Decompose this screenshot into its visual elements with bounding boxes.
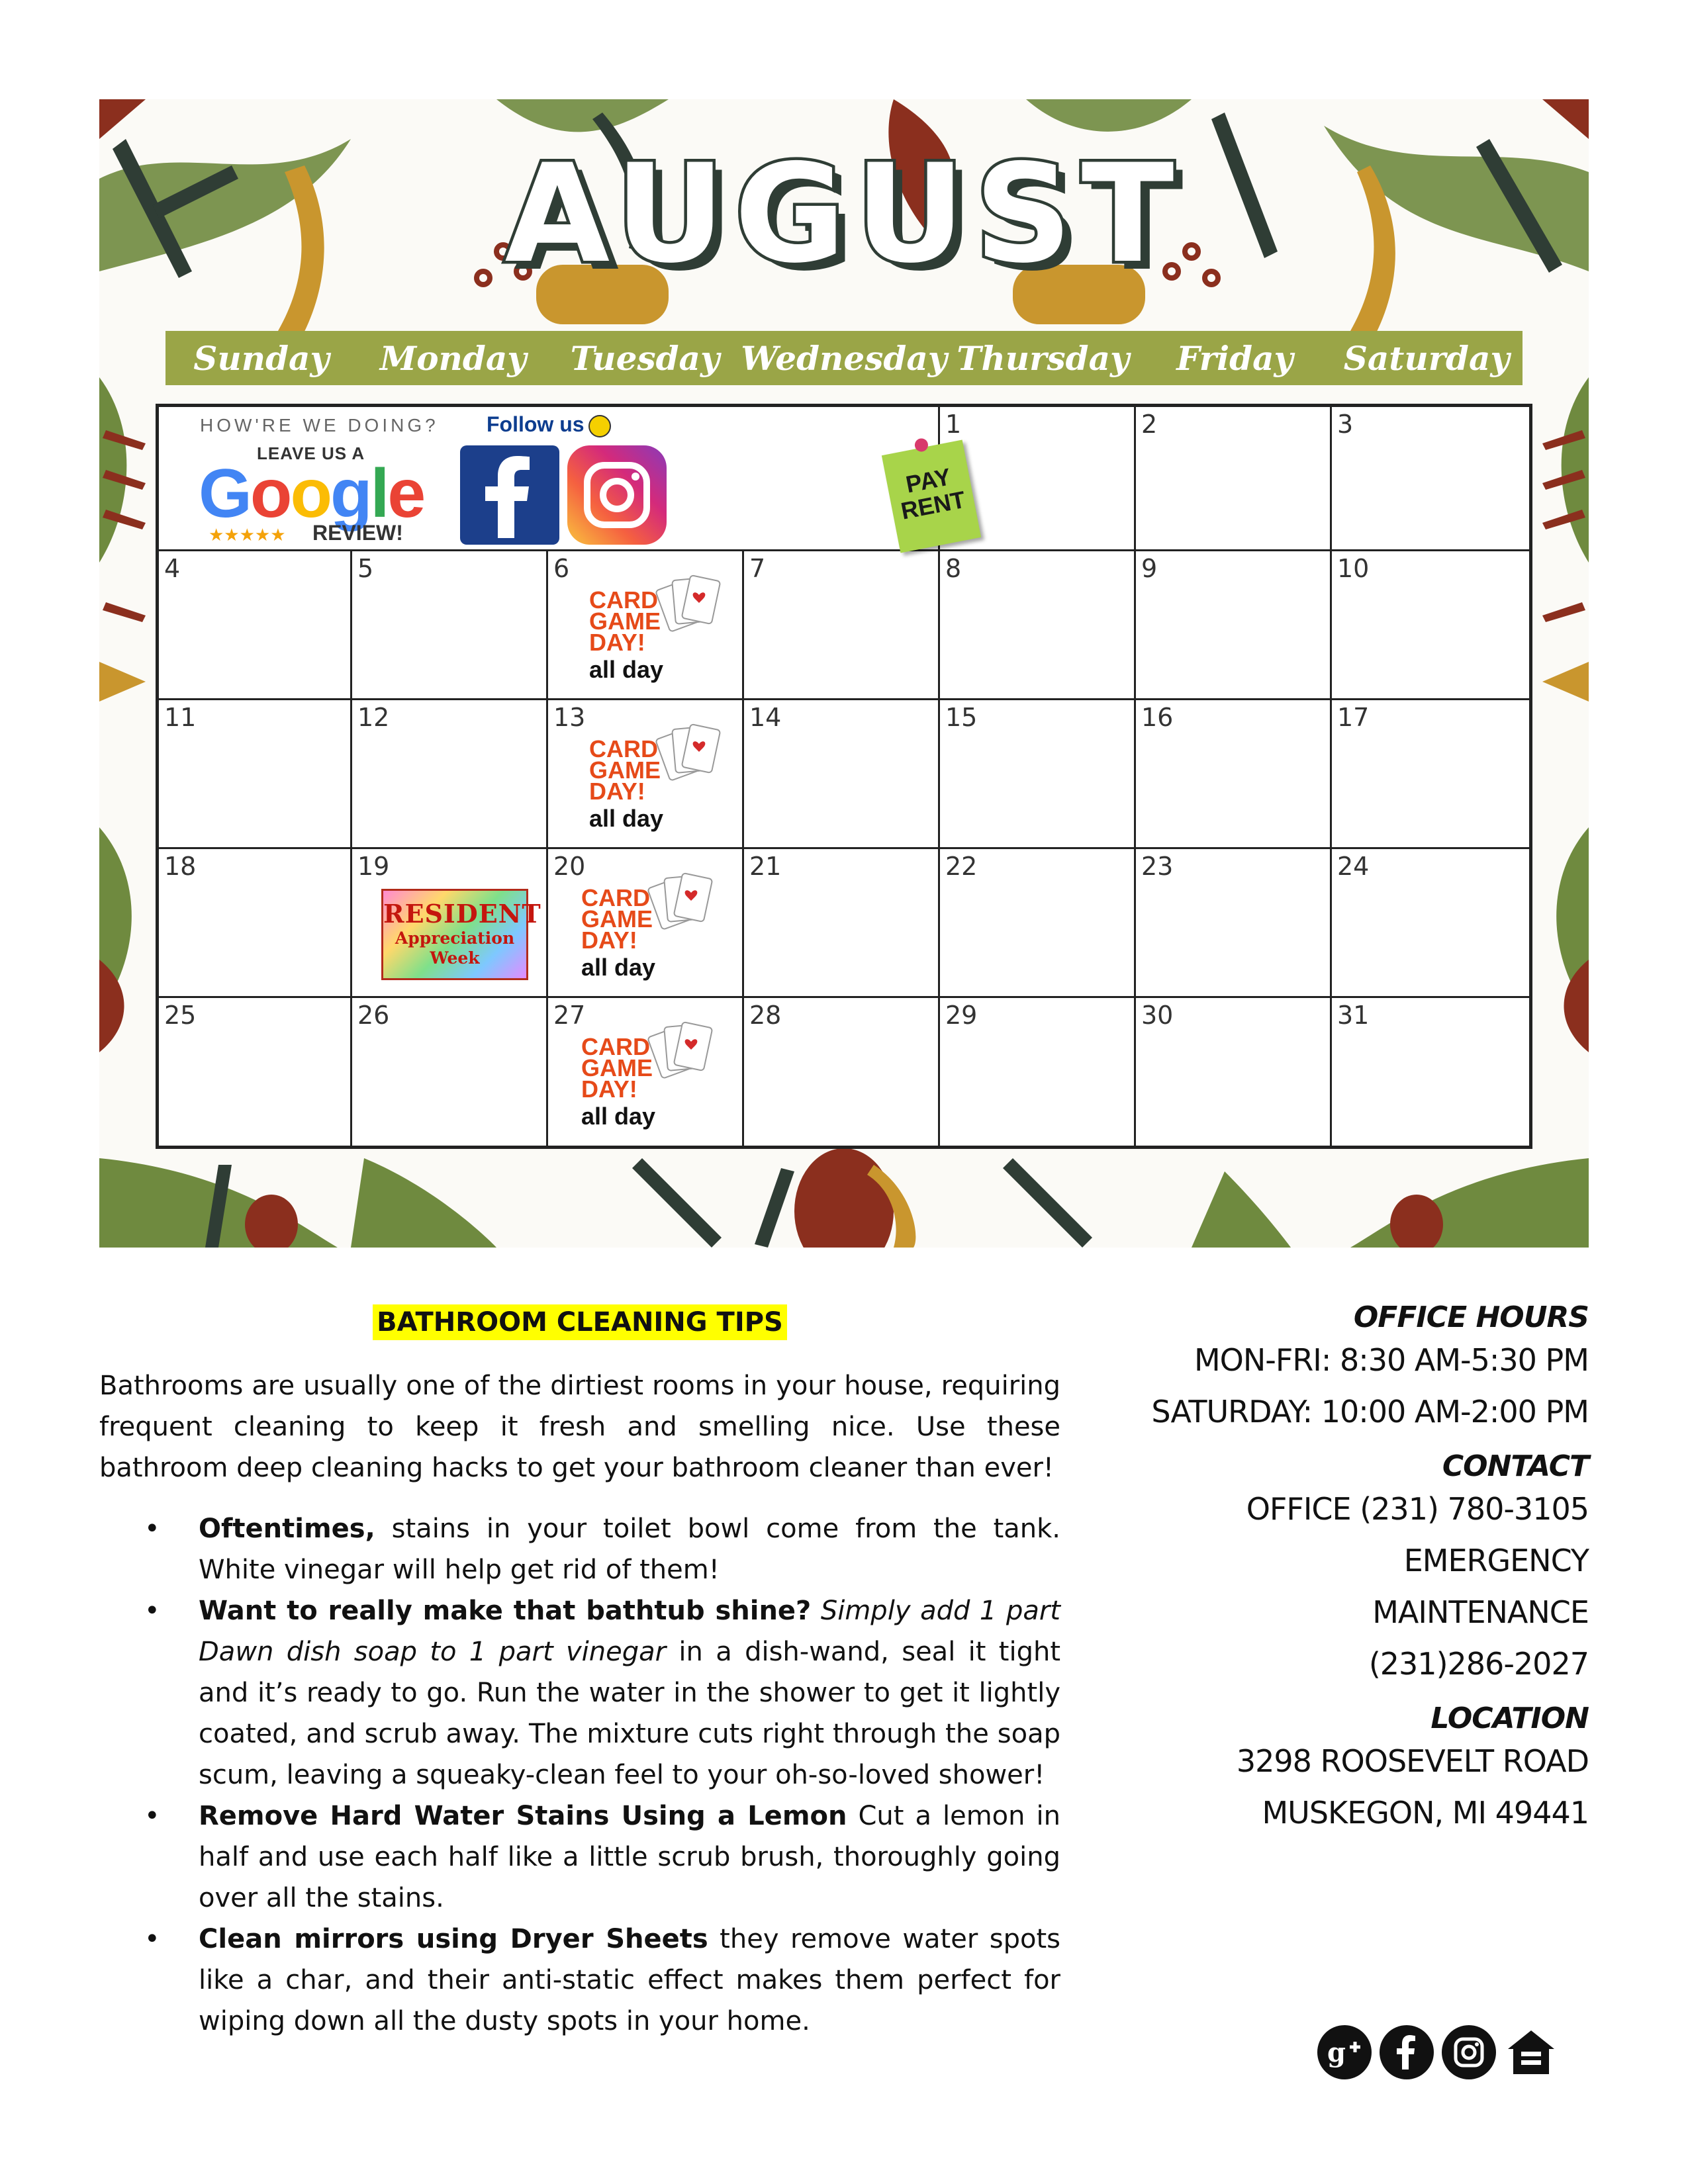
resident-appreciation-banner [381,889,541,980]
google-plus-icon[interactable] [1317,2025,1372,2079]
day-number: 22 [945,852,978,881]
card-game-line-3: DAY! [581,927,637,954]
day-number: 6 [553,554,570,583]
emergency-label-2: MAINTENANCE [1372,1594,1589,1630]
facebook-icon[interactable] [460,445,559,545]
contact-title: CONTACT [1442,1449,1589,1483]
day-number: 4 [164,554,181,583]
tips-title-text: BATHROOM CLEANING TIPS [373,1304,787,1340]
playing-cards-icon [647,869,720,935]
card-game-line-1: CARD [581,1033,650,1060]
weekday-sunday: Sunday [193,338,330,378]
calendar-day-cell [352,700,548,849]
card-game-time: all day [589,656,664,683]
tip-item [99,1590,1060,1796]
office-hours-weekday: MON-FRI: 8:30 AM-5:30 PM [1194,1342,1589,1378]
bullet-icon: • [144,1801,160,1831]
bullet-icon: • [144,1596,160,1626]
card-game-time: all day [581,1103,656,1130]
calendar-day-cell [352,849,548,998]
card-game-line-1: CARD [581,884,650,911]
tip-item [99,1796,1060,1919]
social-promo [159,407,948,553]
calendar-day-cell [548,849,744,998]
day-number: 13 [553,703,586,732]
day-number: 16 [1141,703,1174,732]
calendar-day-cell [352,998,548,1146]
tip-italic: Simply add 1 part Dawn dish soap to 1 part vinegar [199,1596,1060,1667]
calendar-grid [156,404,1532,1149]
tip-item [99,1919,1060,2042]
calendar-day-cell [159,551,352,700]
calendar-day-cell [1332,407,1529,551]
resident-line-3: Week [430,948,480,968]
day-number: 23 [1141,852,1174,881]
calendar-day-cell [940,849,1136,998]
tip-bold: Oftentimes, [199,1514,375,1544]
day-number: 19 [357,852,390,881]
star-rating-icon: ★★★★★ [209,525,286,545]
google-review-label: REVIEW! [312,521,403,545]
follow-us-text: Follow us [487,412,585,436]
office-info [1059,1300,1589,1839]
weekday-tuesday: Tuesday [570,338,720,378]
calendar-day-cell [1332,700,1529,849]
card-game-title [581,884,653,954]
calendar-day-cell [159,849,352,998]
calendar-day-cell [1136,700,1332,849]
social-icons [1317,2025,1575,2085]
equal-housing-icon [1504,2025,1558,2079]
card-game-line-3: DAY! [589,629,645,656]
tip-bold: Want to really make that bathtub shine? [199,1596,812,1626]
calendar-day-cell [744,551,940,700]
calendar-banner [99,99,1589,1248]
calendar-day-cell [1332,998,1529,1146]
card-game-event [589,571,722,687]
day-number: 30 [1141,1001,1174,1030]
tip-text: they remove water spots like a char, and their anti-static effect makes them perfect for wiping down all the dusty spots in your home. [199,1924,1060,2036]
calendar-day-cell [744,700,940,849]
weekday-saturday: Saturday [1343,338,1510,378]
bathroom-tips-section [99,1307,1060,2042]
smiley-icon [588,415,611,437]
card-game-event [581,1018,714,1134]
card-game-line-3: DAY! [589,778,645,805]
calendar-day-cell [1136,849,1332,998]
day-number: 24 [1337,852,1370,881]
day-number: 9 [1141,554,1158,583]
calendar-day-cell [548,700,744,849]
calendar-day-cell [1136,998,1332,1146]
tip-text: Cut a lemon in half and use each half like a little scrub brush, thoroughly going over all the stains. [199,1801,1060,1913]
tip-item [99,1508,1060,1590]
card-game-line-2: GAME [581,905,653,933]
card-game-line-1: CARD [589,586,658,614]
card-game-title [589,735,661,805]
office-phone[interactable]: OFFICE (231) 780-3105 [1246,1491,1589,1527]
card-game-title [581,1033,653,1103]
calendar-day-cell [159,700,352,849]
tip-text: stains in your toilet bowl come from the tank. White vinegar will help get rid of them! [199,1514,1060,1585]
day-number: 8 [945,554,962,583]
calendar-day-cell [352,551,548,700]
calendar-day-cell [548,551,744,700]
address-line-2: MUSKEGON, MI 49441 [1262,1795,1589,1831]
resident-line-1: RESIDENT [383,899,541,929]
day-number: 26 [357,1001,390,1030]
day-number: 11 [164,703,197,732]
day-number: 1 [945,410,962,439]
calendar-day-cell [1136,407,1332,551]
day-number: 27 [553,1001,586,1030]
day-number: 29 [945,1001,978,1030]
card-game-time: all day [589,805,664,832]
day-number: 7 [749,554,766,583]
day-number: 25 [164,1001,197,1030]
day-number: 3 [1337,410,1354,439]
card-game-line-3: DAY! [581,1075,637,1103]
day-number: 10 [1337,554,1370,583]
card-game-event [581,869,714,985]
playing-cards-icon [647,1018,720,1084]
bullet-icon: • [144,1924,160,1954]
calendar-day-cell [940,700,1136,849]
calendar-day-cell [744,849,940,998]
tips-intro: Bathrooms are usually one of the dirtiest rooms in your house, requiring frequent cleaning to keep it fresh and smelling nice. Use these bathroom deep cleaning hacks to get your bathroom cleaner than ever! [99,1371,1060,1483]
follow-us-label [487,412,611,437]
day-number: 5 [357,554,374,583]
office-hours-saturday: SATURDAY: 10:00 AM-2:00 PM [1151,1394,1589,1430]
day-number: 31 [1337,1001,1370,1030]
weekday-thursday: Thursday [957,338,1130,378]
playing-cards-icon [655,720,728,786]
card-game-line-2: GAME [581,1054,653,1081]
playing-cards-icon [655,571,728,637]
google-review-leave: LEAVE US A [257,443,365,463]
weekday-monday: Monday [379,338,527,378]
calendar-day-cell [940,998,1136,1146]
instagram-icon[interactable] [1442,2025,1496,2079]
office-hours-title: OFFICE HOURS [1353,1300,1589,1334]
day-number: 28 [749,1001,782,1030]
weekday-header [165,331,1523,385]
card-game-event [589,720,722,836]
day-number: 21 [749,852,782,881]
location-title: LOCATION [1430,1702,1589,1735]
calendar-day-cell [1136,551,1332,700]
weekday-wednesday: Wednesday [741,338,947,378]
tips-list [99,1508,1060,2042]
svg-text:g: g [1327,2037,1346,2068]
instagram-icon[interactable] [567,445,667,545]
card-game-line-1: CARD [589,735,658,762]
calendar-day-cell [940,551,1136,700]
emergency-phone[interactable]: (231)286-2027 [1368,1646,1589,1682]
day-number: 12 [357,703,390,732]
calendar-day-cell [548,998,744,1146]
facebook-icon[interactable] [1380,2025,1434,2079]
calendar-day-cell [1332,551,1529,700]
bullet-icon: • [144,1514,160,1544]
day-number: 17 [1337,703,1370,732]
tip-text: in a dish-wand, seal it tight and it’s ready to go. Run the water in the shower to get it lightly coated, and scrub away. The mixture cuts right through the soap scum, leaving a squeaky-clean feel to your oh-so-loved shower! [199,1637,1061,1790]
tips-title [99,1307,1060,1338]
day-number: 15 [945,703,978,732]
pay-rent-text: PAY RENT [898,463,968,525]
address-line-1: 3298 ROOSEVELT ROAD [1236,1743,1589,1779]
resident-line-2: Appreciation [395,929,515,948]
tip-bold: Remove Hard Water Stains Using a Lemon [199,1801,847,1831]
day-number: 14 [749,703,782,732]
day-number: 2 [1141,410,1158,439]
card-game-line-2: GAME [589,608,661,635]
tip-bold: Clean mirrors using Dryer Sheets [199,1924,708,1954]
calendar-day-cell [1332,849,1529,998]
emergency-label-1: EMERGENCY [1403,1543,1589,1578]
month-title: AUGUST [504,136,1184,293]
weekday-friday: Friday [1176,338,1293,378]
card-game-title [589,586,661,656]
card-game-time: all day [581,954,656,981]
card-game-line-2: GAME [589,756,661,784]
day-number: 20 [553,852,586,881]
calendar-day-cell [744,998,940,1146]
google-logo[interactable]: Google [199,455,424,532]
calendar-day-cell [159,998,352,1146]
google-review-tagline: HOW'RE WE DOING? [200,415,439,435]
day-number: 18 [164,852,197,881]
